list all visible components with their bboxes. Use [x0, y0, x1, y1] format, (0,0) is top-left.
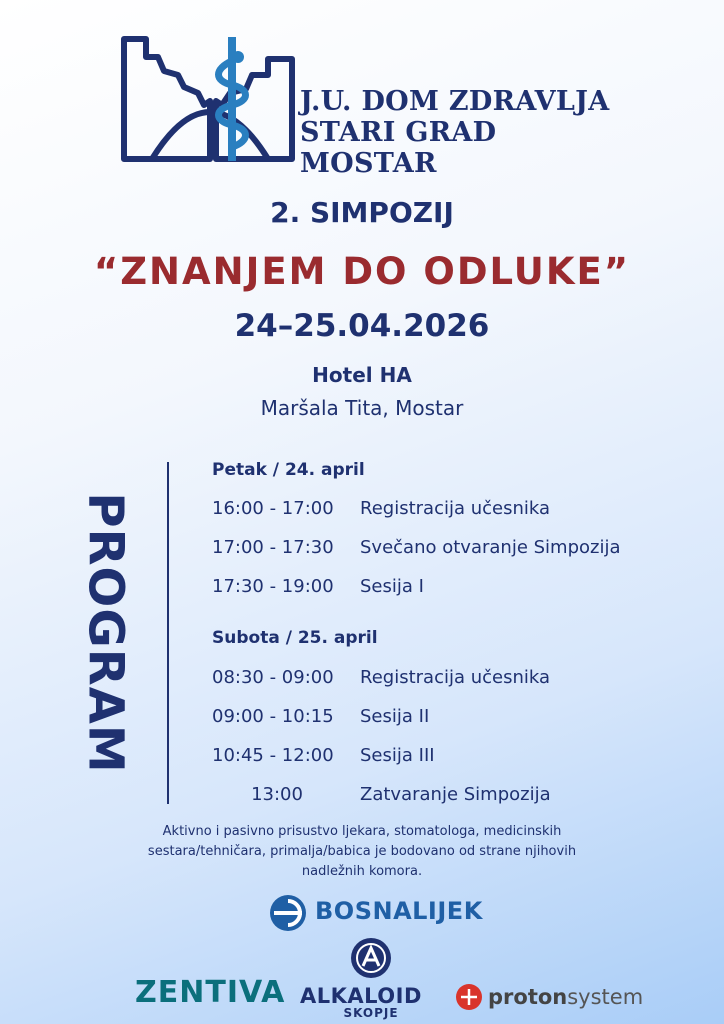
- protonsystem-logo-icon: [455, 983, 483, 1011]
- symposium-edition: 2. SIMPOZIJ: [270, 196, 454, 229]
- bosnalijek-name: BOSNALIJEK: [315, 897, 483, 925]
- program-divider: [167, 462, 169, 804]
- org-name-line1: J.U. DOM ZDRAVLJA: [300, 86, 610, 117]
- venue-name: Hotel HA: [312, 363, 412, 387]
- protonsystem-name-b: system: [567, 985, 644, 1009]
- schedule-time: 17:00 - 17:30: [212, 537, 334, 558]
- day-title-saturday: Subota / 25. april: [212, 628, 378, 648]
- schedule-time: 17:30 - 19:00: [212, 576, 334, 597]
- alkaloid-logo-icon: [349, 936, 393, 980]
- zentiva-name: ZENTIVA: [135, 975, 286, 1010]
- alkaloid-name: ALKALOID: [300, 984, 422, 1008]
- venue-address: Maršala Tita, Mostar: [260, 396, 464, 420]
- schedule-time: 09:00 - 10:15: [212, 706, 334, 727]
- schedule-time: 16:00 - 17:00: [212, 498, 334, 519]
- schedule-time: 08:30 - 09:00: [212, 667, 334, 688]
- schedule-desc: Svečano otvaranje Simpozija: [360, 537, 621, 558]
- alkaloid-subtitle: SKOPJE: [343, 1006, 399, 1020]
- org-name-line2: STARI GRAD MOSTAR: [300, 117, 497, 179]
- symposium-dates: 24–25.04.2026: [234, 308, 490, 344]
- schedule-desc: Zatvaranje Simpozija: [360, 784, 551, 805]
- schedule-time: 10:45 - 12:00: [212, 745, 334, 766]
- program-vertical-label: [46, 488, 166, 778]
- symposium-theme: “ZNANJEM DO ODLUKE”: [93, 250, 631, 293]
- schedule-desc: Sesija II: [360, 706, 430, 727]
- protonsystem-name-a: proton: [488, 985, 568, 1009]
- accreditation-note: Aktivno i pasivno prisustvo ljekara, stomatologa, medicinskih sestara/tehničara, primalja/babica je bodovano od strane njihovih nadležnih komora.: [147, 824, 577, 879]
- schedule-desc: Registracija učesnika: [360, 498, 551, 519]
- program-label-text: PROGRAM: [78, 492, 134, 774]
- schedule-desc: Registracija učesnika: [360, 667, 551, 688]
- bosnalijek-logo-icon: [268, 893, 308, 933]
- schedule-time: 13:00: [251, 784, 303, 805]
- schedule-desc: Sesija III: [360, 745, 435, 766]
- institution-logo-icon: [118, 35, 298, 165]
- protonsystem-name: [488, 985, 643, 1009]
- schedule-desc: Sesija I: [360, 576, 424, 597]
- day-title-friday: Petak / 24. april: [212, 460, 365, 480]
